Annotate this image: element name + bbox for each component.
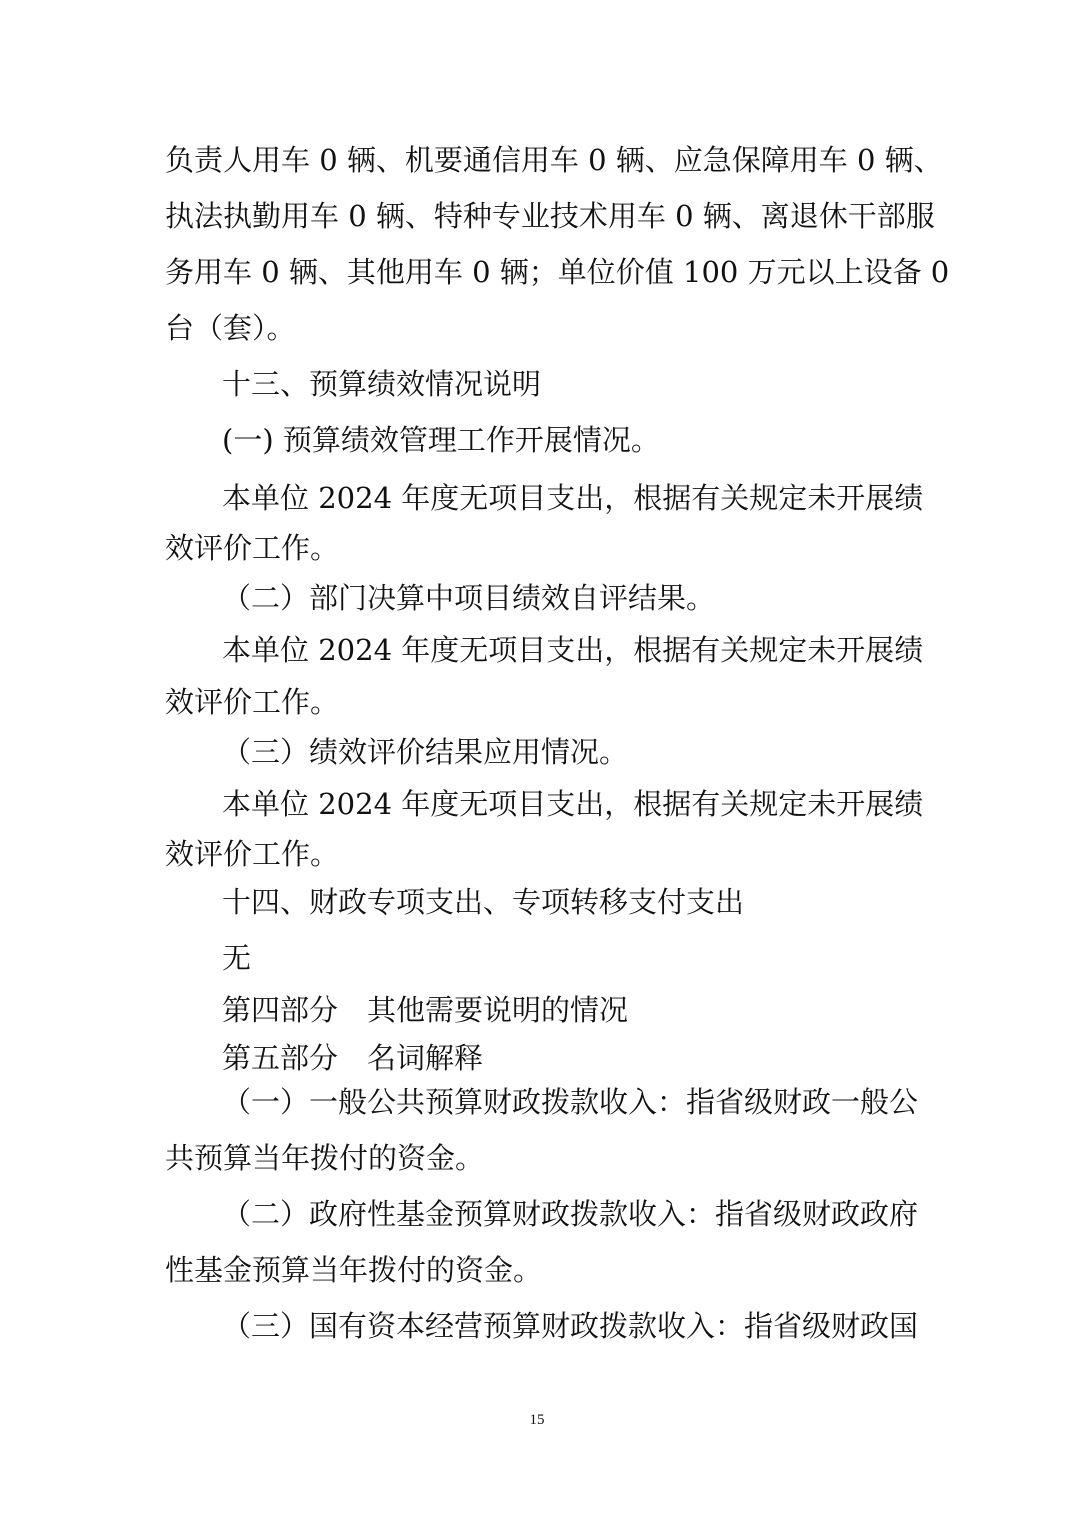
text-line-22: 性基金预算当年拨付的资金。 — [165, 1253, 543, 1287]
text-line-23: （三）国有资本经营预算财政拨款收入：指省级财政国 — [222, 1309, 919, 1343]
section-heading-13: 十三、预算绩效情况说明 — [222, 367, 542, 401]
text-line-10: 本单位 2024 年度无项目支出，根据有关规定未开展绩 — [222, 633, 924, 667]
text-line-2: 执法执勤用车 0 辆、特种专业技术用车 0 辆、离退休干部服 — [165, 199, 935, 233]
text-line-11: 效评价工作。 — [165, 685, 340, 719]
subheading-2: （二）部门决算中项目绩效自评结果。 — [222, 581, 716, 615]
text-line-1: 负责人用车 0 辆、机要通信用车 0 辆、应急保障用车 0 辆、 — [165, 143, 943, 177]
text-line-7: 本单位 2024 年度无项目支出，根据有关规定未开展绩 — [222, 481, 924, 515]
text-line-16: 无 — [222, 941, 252, 975]
part-heading-4: 第四部分 其他需要说明的情况 — [222, 993, 629, 1027]
text-line-20: 共预算当年拨付的资金。 — [165, 1141, 485, 1175]
text-line-8: 效评价工作。 — [165, 531, 340, 565]
text-line-3: 务用车 0 辆、其他用车 0 辆；单位价值 100 万元以上设备 0 — [165, 255, 950, 289]
text-line-19: （一）一般公共预算财政拨款收入：指省级财政一般公 — [222, 1085, 919, 1119]
page-number: 15 — [529, 1412, 545, 1428]
part-heading-5: 第五部分 名词解释 — [222, 1041, 484, 1075]
text-line-13: 本单位 2024 年度无项目支出，根据有关规定未开展绩 — [222, 787, 924, 821]
subheading-1: (一) 预算绩效管理工作开展情况。 — [222, 423, 660, 457]
text-line-21: （二）政府性基金预算财政拨款收入：指省级财政政府 — [222, 1197, 919, 1231]
section-heading-14: 十四、财政专项支出、专项转移支付支出 — [222, 885, 745, 919]
subheading-3: （三）绩效评价结果应用情况。 — [222, 735, 629, 769]
text-line-4: 台（套）。 — [165, 311, 296, 345]
text-line-14: 效评价工作。 — [165, 837, 340, 871]
